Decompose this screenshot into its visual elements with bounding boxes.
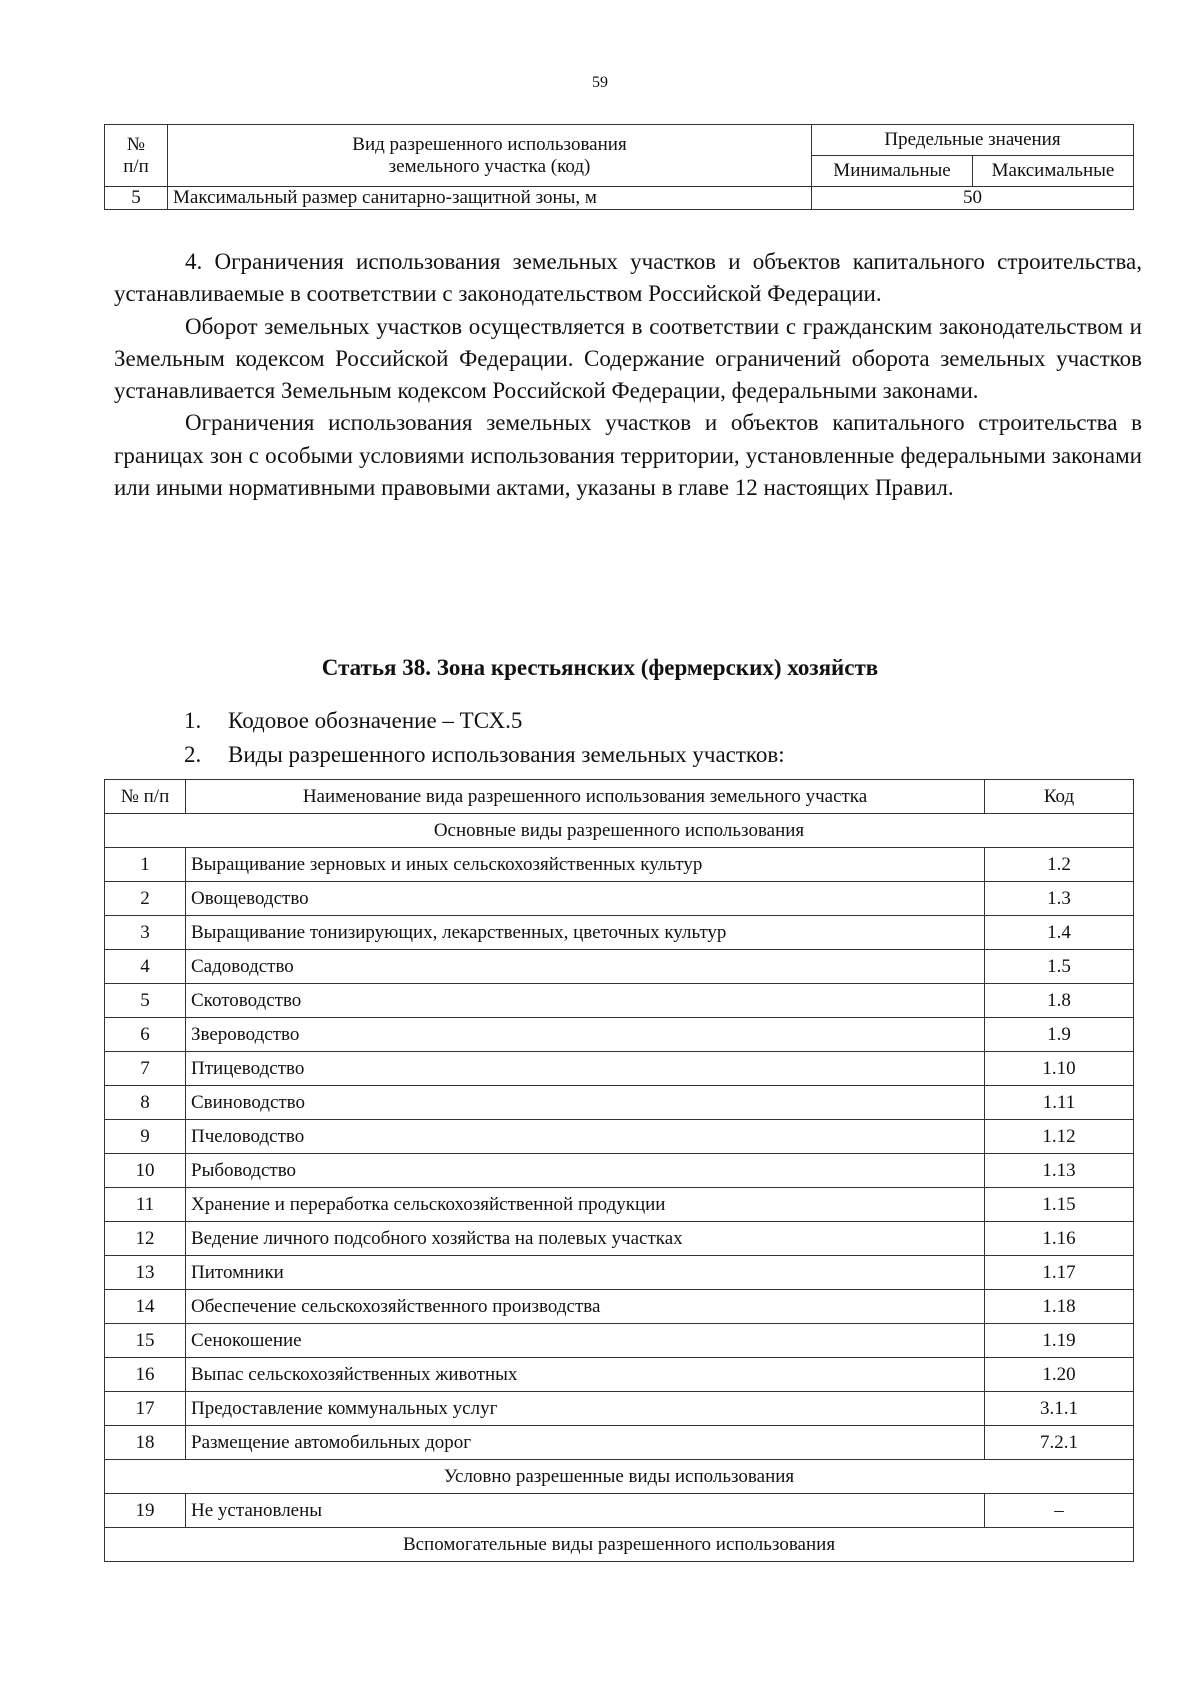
row-num: 6 [105, 1018, 186, 1052]
row-code: 1.10 [985, 1052, 1134, 1086]
row-code: 1.2 [985, 848, 1134, 882]
row-num: 19 [105, 1494, 186, 1528]
paragraph: Оборот земельных участков осуществляется в соответствии с гражданским законодательством и Земельным кодексом Российской Федерации. Содержание ограничений оборота земельных участков устанавливается Земельным кодексом Российской Федерации, федеральными законами. [114, 313, 1142, 404]
header-name: Наименование вида разрешенного использования земельного участка [186, 780, 985, 814]
row-num: 15 [105, 1324, 186, 1358]
row-num: 2 [105, 882, 186, 916]
table-row [105, 1052, 1134, 1086]
row-name: Выращивание зерновых и иных сельскохозяйственных культур [186, 848, 985, 882]
row-num: 16 [105, 1358, 186, 1392]
row-num: 5 [105, 187, 168, 210]
row-name: Питомники [186, 1256, 985, 1290]
row-num: 7 [105, 1052, 186, 1086]
col-min-header: Минимальные [812, 156, 973, 187]
table-row [105, 1324, 1134, 1358]
table-row [105, 1188, 1134, 1222]
table-row [105, 1086, 1134, 1120]
col-type-line2: земельного участка (код) [388, 155, 591, 177]
row-name: Выращивание тонизирующих, лекарственных, цветочных культур [186, 916, 985, 950]
row-value: 50 [812, 187, 1134, 210]
header-num: № п/п [105, 780, 186, 814]
col-num-header [105, 125, 168, 187]
list-item-text: Кодовое обозначение – ТСХ.5 [228, 708, 523, 733]
row-name: Хранение и переработка сельскохозяйственной продукции [186, 1188, 985, 1222]
table-row [105, 1290, 1134, 1324]
table-row [105, 882, 1134, 916]
list-item [184, 738, 785, 772]
row-code: 1.3 [985, 882, 1134, 916]
row-name: Выпас сельскохозяйственных животных [186, 1358, 985, 1392]
row-code: 7.2.1 [985, 1426, 1134, 1460]
row-name: Свиноводство [186, 1086, 985, 1120]
table-row [105, 1120, 1134, 1154]
col-num-line1: № [126, 133, 146, 155]
row-code: 1.8 [985, 984, 1134, 1018]
row-code: 1.19 [985, 1324, 1134, 1358]
row-code: 1.13 [985, 1154, 1134, 1188]
table-row [105, 1018, 1134, 1052]
row-name: Обеспечение сельскохозяйственного производства [186, 1290, 985, 1324]
row-name: Ведение личного подсобного хозяйства на полевых участках [186, 1222, 985, 1256]
row-num: 5 [105, 984, 186, 1018]
row-code: 1.20 [985, 1358, 1134, 1392]
table-row [105, 1256, 1134, 1290]
row-name: Садоводство [186, 950, 985, 984]
header-code: Код [985, 780, 1134, 814]
page-number: 59 [592, 74, 608, 91]
section-title: Условно разрешенные виды использования [105, 1460, 1134, 1494]
row-name: Сенокошение [186, 1324, 985, 1358]
row-name: Птицеводство [186, 1052, 985, 1086]
table-row [105, 984, 1134, 1018]
row-num: 11 [105, 1188, 186, 1222]
row-name: Не установлены [186, 1494, 985, 1528]
row-num: 4 [105, 950, 186, 984]
section-title: Вспомогательные виды разрешенного использования [105, 1528, 1134, 1562]
row-num: 17 [105, 1392, 186, 1426]
table-row [105, 916, 1134, 950]
table-row [105, 1222, 1134, 1256]
row-code: – [985, 1494, 1134, 1528]
table-row [105, 1358, 1134, 1392]
table-row [105, 1426, 1134, 1460]
row-code: 1.12 [985, 1120, 1134, 1154]
row-num: 12 [105, 1222, 186, 1256]
body-text [114, 246, 1142, 504]
list-item-number: 1. [184, 708, 202, 733]
row-code: 1.15 [985, 1188, 1134, 1222]
col-num-line2: п/п [123, 155, 149, 177]
article-title: Статья 38. Зона крестьянских (фермерских) хозяйств [321, 655, 879, 680]
row-name: Звероводство [186, 1018, 985, 1052]
table-row [105, 1494, 1134, 1528]
row-num: 3 [105, 916, 186, 950]
paragraph: 4. Ограничения использования земельных участков и объектов капитального строительства, устанавливаемые в соответствии с законодательством Российской Федерации. [114, 249, 1142, 307]
row-name: Рыбоводство [186, 1154, 985, 1188]
row-code: 1.4 [985, 916, 1134, 950]
list-item-number: 2. [184, 742, 202, 767]
row-code: 3.1.1 [985, 1392, 1134, 1426]
row-name: Овощеводство [186, 882, 985, 916]
row-code: 1.16 [985, 1222, 1134, 1256]
row-num: 1 [105, 848, 186, 882]
section-row [105, 1460, 1134, 1494]
limits-table [104, 124, 1134, 210]
col-type-header [168, 125, 812, 187]
col-type-line1: Вид разрешенного использования [352, 133, 627, 155]
section-title: Основные виды разрешенного использования [105, 814, 1134, 848]
list-item [184, 704, 785, 738]
row-num: 10 [105, 1154, 186, 1188]
section-row [105, 1528, 1134, 1562]
row-name: Максимальный размер санитарно-защитной зоны, м [168, 187, 812, 210]
table-header-row [105, 780, 1134, 814]
numbered-list [184, 704, 785, 772]
section-row [105, 814, 1134, 848]
col-max-header: Максимальные [973, 156, 1134, 187]
row-num: 18 [105, 1426, 186, 1460]
table-row [105, 950, 1134, 984]
paragraph: Ограничения использования земельных участков и объектов капитального строительства в границах зон с особыми условиями использования территории, установленные федеральными законами или иными нормативными правовыми актами, указаны в главе 12 настоящих Правил. [114, 410, 1142, 501]
row-name: Размещение автомобильных дорог [186, 1426, 985, 1460]
row-code: 1.9 [985, 1018, 1134, 1052]
table-row [105, 848, 1134, 882]
row-num: 9 [105, 1120, 186, 1154]
row-num: 8 [105, 1086, 186, 1120]
row-name: Скотоводство [186, 984, 985, 1018]
row-code: 1.17 [985, 1256, 1134, 1290]
table-row [105, 1392, 1134, 1426]
row-num: 13 [105, 1256, 186, 1290]
row-num: 14 [105, 1290, 186, 1324]
row-code: 1.18 [985, 1290, 1134, 1324]
row-name: Пчеловодство [186, 1120, 985, 1154]
row-name: Предоставление коммунальных услуг [186, 1392, 985, 1426]
row-code: 1.5 [985, 950, 1134, 984]
list-item-text: Виды разрешенного использования земельных участков: [228, 742, 785, 767]
land-use-table [104, 779, 1134, 1562]
col-limits-header: Предельные значения [812, 125, 1134, 156]
table-row [105, 1154, 1134, 1188]
row-code: 1.11 [985, 1086, 1134, 1120]
